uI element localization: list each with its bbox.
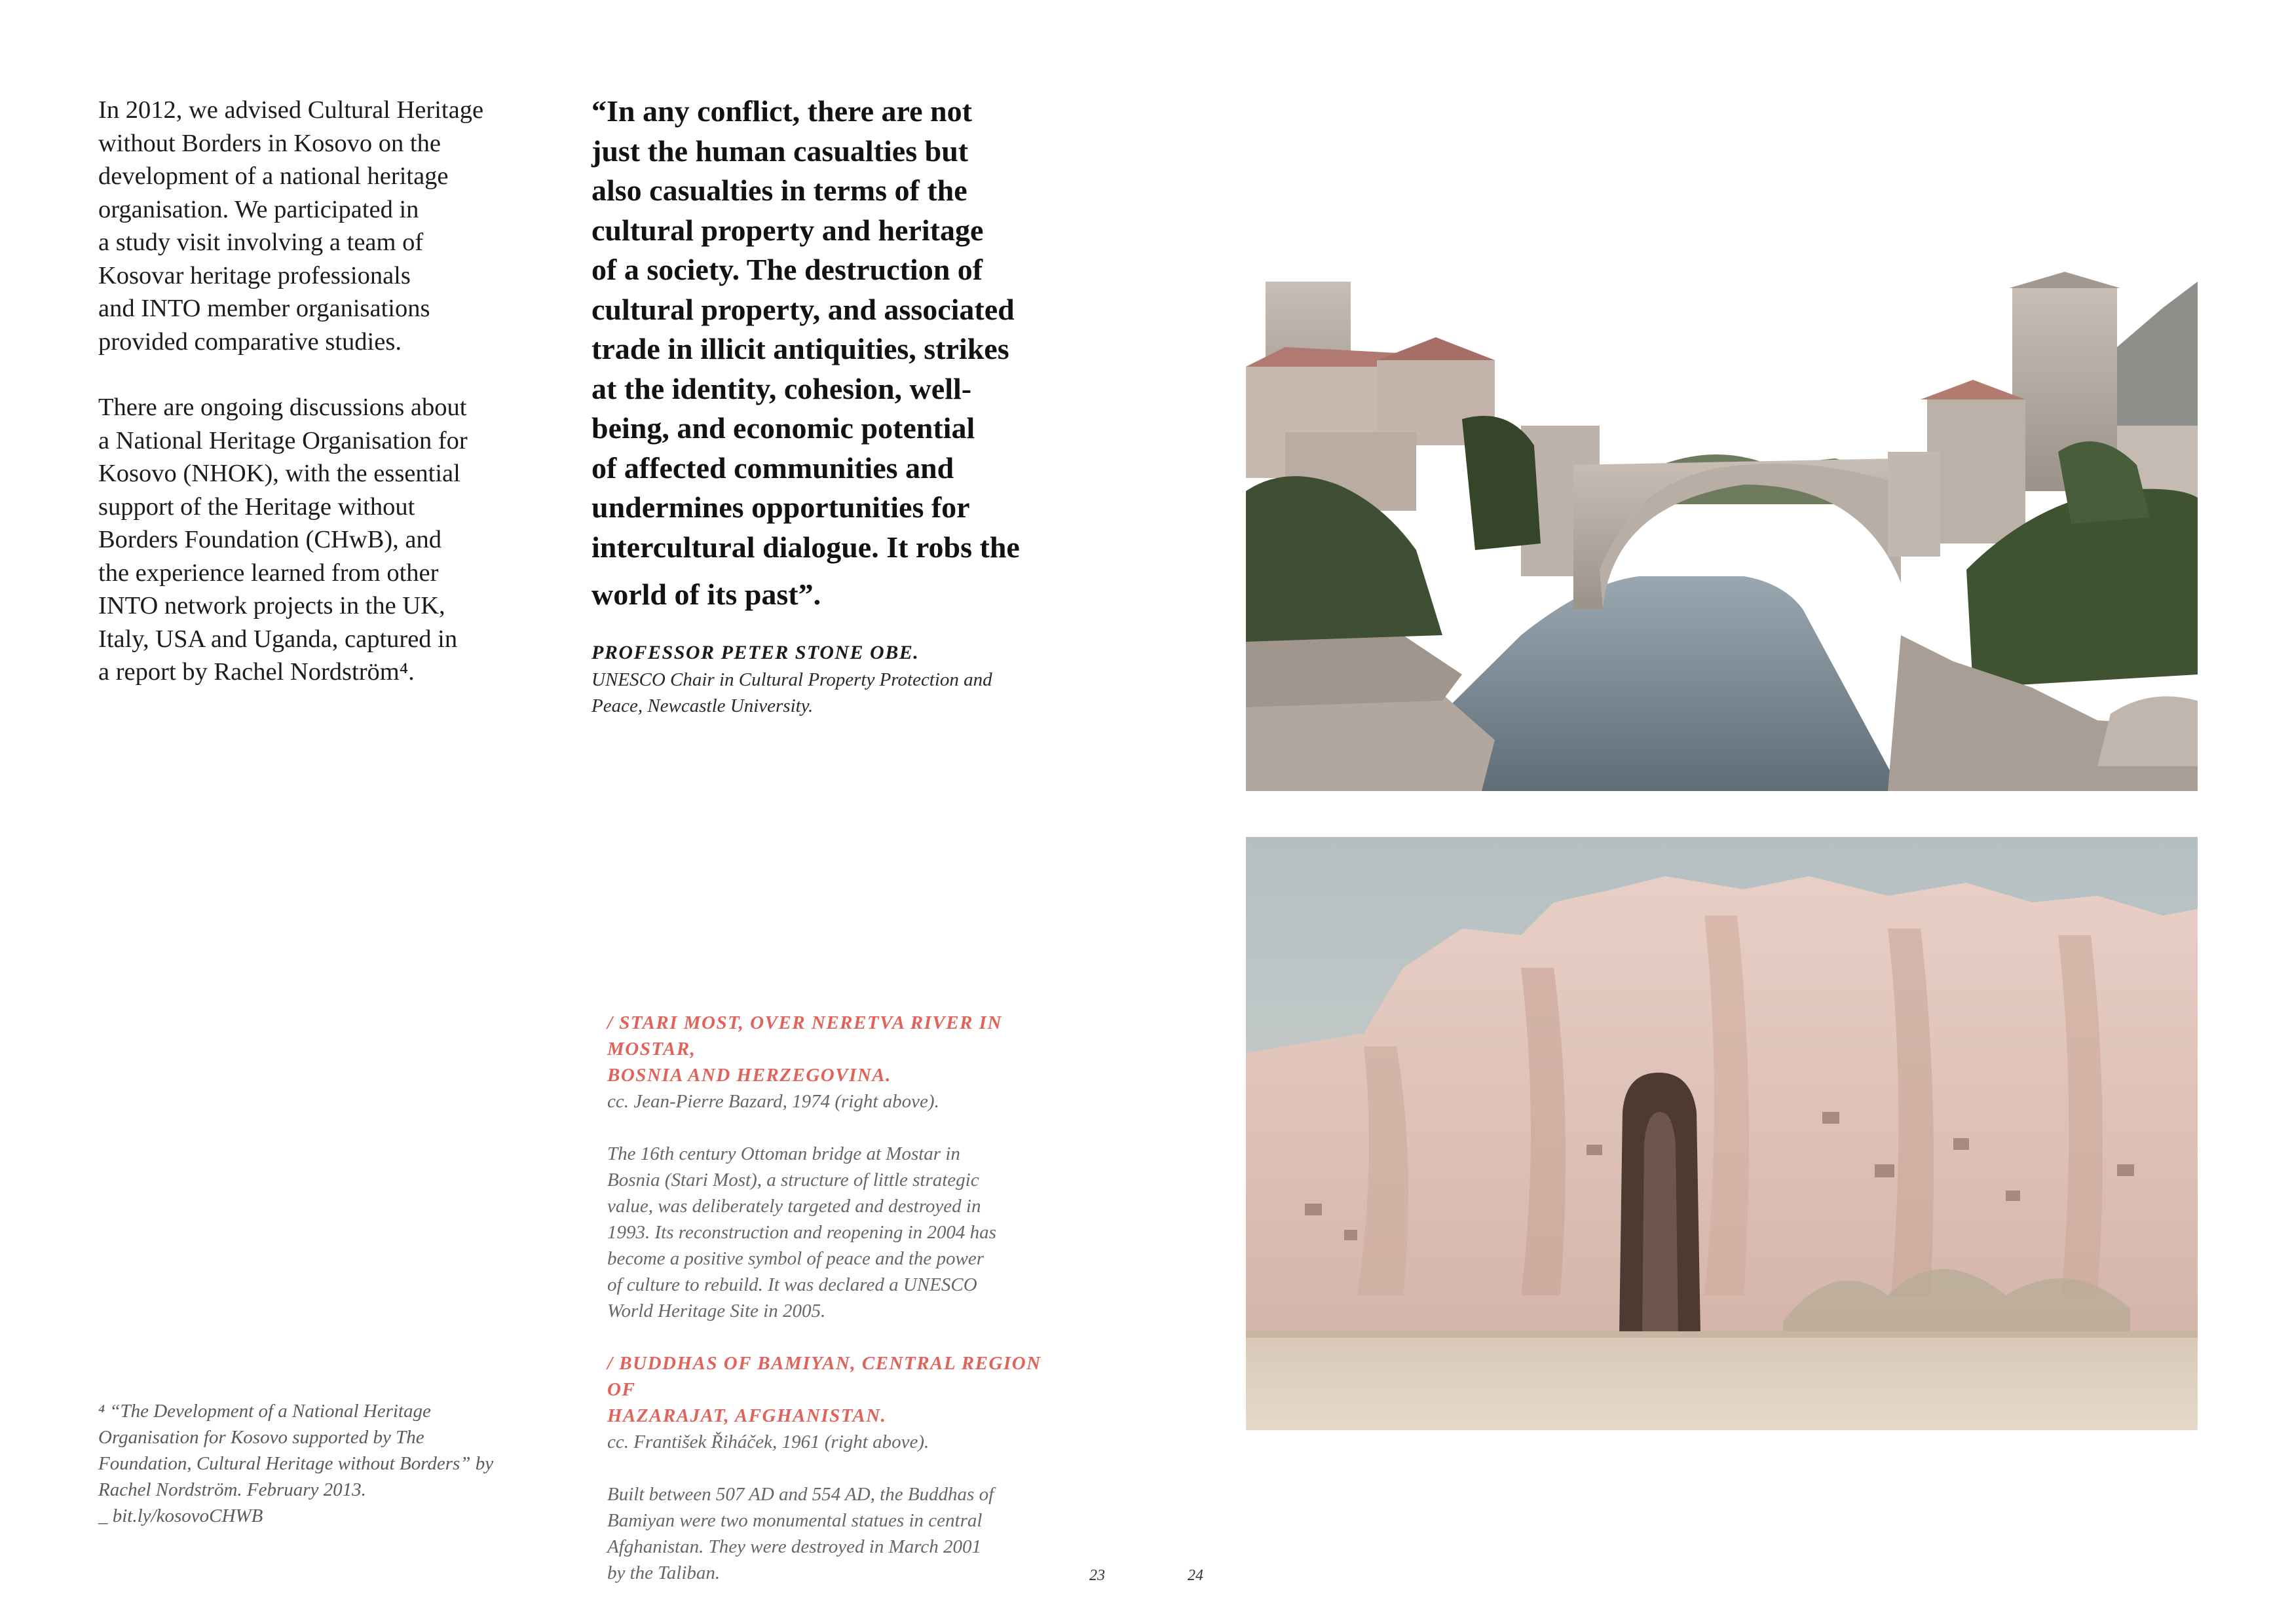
page-number-right: 24 [1188, 1567, 1203, 1584]
bamiyan-cliff-illustration [1246, 837, 2198, 1430]
quote-attribution-role: UNESCO Chair in Cultural Property Protection and Peace, Newcastle University. [591, 669, 992, 716]
caption-1-credit: cc. Jean-Pierre Bazard, 1974 (right above). [607, 1091, 939, 1112]
caption-2-heading: / BUDDHAS OF BAMIYAN, CENTRAL REGION OF HAZARAJAT, AFGHANISTAN. [607, 1353, 1042, 1426]
stari-most-photo [1246, 268, 2198, 791]
caption-1-heading: / STARI MOST, OVER NERETVA RIVER IN MOSTAR, BOSNIA AND HERZEGOVINA. [607, 1012, 1002, 1086]
paragraph-2: There are ongoing discussions about a National Heritage Organisation for Kosovo (NHOK), with the essential support of the Heritage without Borders Foundation (CHwB), and the experience learned from other INTO network projects in the UK, Italy, USA and Uganda, captured in a report by Rachel Nordström⁴. [98, 394, 468, 686]
quote-attribution-name: PROFESSOR PETER STONE OBE. [591, 642, 920, 663]
page-number-left: 23 [1089, 1567, 1105, 1584]
footnote-link[interactable]: _ bit.ly/kosovoCHWB [98, 1505, 263, 1526]
caption-2-credit: cc. František Řiháček, 1961 (right above). [607, 1431, 929, 1452]
bamiyan-buddha-photo [1246, 837, 2198, 1430]
caption-2-text: Built between 507 AD and 554 AD, the Buddhas of Bamiyan were two monumental statues in central Afghanistan. They were destroyed in March 2001 by the Taliban. [607, 1484, 994, 1583]
stari-most-illustration [1246, 268, 2198, 791]
paragraph-1: In 2012, we advised Cultural Heritage without Borders in Kosovo on the development of a national heritage organisation. We participated in a study visit involving a team of Kosovar heritage professionals and INTO member organisations provided comparative studies. [98, 96, 484, 356]
image-captions [607, 1010, 1066, 1586]
intro-text [98, 94, 544, 689]
footnote: ⁴ “The Development of a National Heritage Organisation for Kosovo supported by The Foundation, Cultural Heritage without Borders” by Rachel Nordström. February 2013. _ bit.ly/kosovoCHWB [98, 1401, 494, 1526]
pull-quote: “In any conflict, there are not just the human casualties but also casualties in terms of the cultural property and heritage of a society. The destruction of cultural property, and associated trade in illicit antiquities, strikes at the identity, cohesion, well- being, and economic potential of affected communities and undermines opportunities for intercultural dialogue. It robs the world of its past”. [591, 94, 1020, 611]
caption-1-text: The 16th century Ottoman bridge at Mostar in Bosnia (Stari Most), a structure of little strategic value, was deliberately targeted and destroyed in 1993. Its reconstruction and reopening in 2004 has become a positive symbol of peace and the power of culture to rebuild. It was declared a UNESCO World Heritage Site in 2005. [607, 1143, 996, 1321]
